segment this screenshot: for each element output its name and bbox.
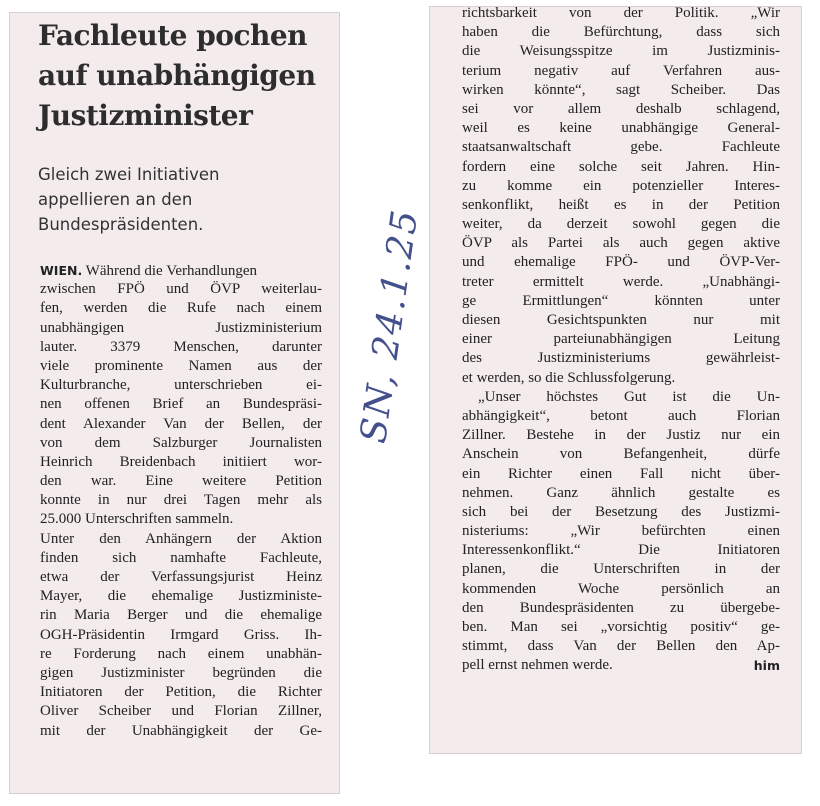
article-headline [38, 16, 328, 136]
body-line [462, 234, 780, 253]
subheadline-line: Gleich zwei Initiativen [38, 165, 220, 184]
body-line [462, 62, 780, 81]
body-line-text: weil es keine unabhängige General- [462, 120, 780, 137]
body-line [462, 484, 780, 503]
body-line [462, 292, 780, 311]
body-line [40, 261, 322, 280]
handwritten-date-note [323, 185, 427, 455]
body-line-text: gigen Justizminister begründen die [40, 664, 322, 681]
body-line [40, 395, 322, 414]
body-line [462, 330, 780, 349]
body-line-text: mit der Unabhängigkeit der Ge- [40, 722, 322, 739]
body-line [40, 415, 322, 434]
body-line-text: diesen Gesichtspunkten nur mit [462, 312, 780, 328]
body-line-text: ÖVP als Partei als auch gegen aktive [462, 235, 780, 252]
dateline: WIEN. [40, 263, 83, 278]
body-line-text: Initiatoren der Petition, die Richter [40, 684, 322, 701]
body-line [462, 637, 780, 656]
body-line-text: weiter, da derzeit sowohl gegen die [462, 216, 780, 233]
body-line-text: senkonflikt, heißt es in der Petition [462, 196, 780, 213]
body-line-text: Unter den Anhängern der Aktion [40, 530, 322, 547]
body-line-text: kommenden Woche persönlich an [462, 580, 780, 597]
body-line-text: einer parteiunabhängigen Leitung [462, 331, 780, 348]
body-line [40, 702, 322, 721]
body-line-text: und ehemalige FPÖ- und ÖVP-Ver- [462, 254, 780, 271]
body-line-text: zwischen FPÖ und ÖVP weiterlau- [40, 281, 322, 298]
body-line-text: lauter. 3379 Menschen, darunter [40, 338, 322, 355]
body-line-text: etwa der Verfassungsjurist Heinz [40, 569, 322, 585]
body-line-text: ein Richter einen Fall nicht über- [462, 465, 780, 482]
body-line [40, 472, 322, 491]
body-line [462, 388, 780, 407]
body-line-text: zu komme ein potenzieller Interes- [462, 177, 780, 194]
body-line-text: die Weisungsspitze im Justizminis- [462, 43, 780, 60]
body-line-text: den Bundespräsidenten zu übergebe- [462, 599, 780, 616]
body-line [40, 376, 322, 395]
body-line [40, 280, 322, 299]
body-line-text: Zillner. Bestehe in der Justiz nur ein [462, 427, 780, 444]
body-line [462, 158, 780, 177]
article-body-right-column [462, 4, 780, 676]
body-line [462, 177, 780, 196]
body-line-text: nisteriums: „Wir befürchten einen [462, 523, 780, 540]
body-line [40, 357, 322, 376]
body-line-text: staatsanwaltschaft gebe. Fachleute [462, 139, 780, 156]
body-line [462, 599, 780, 618]
body-line [40, 664, 322, 683]
body-line [40, 530, 322, 549]
body-line-text: OGH-Präsidentin Irmgard Griss. Ih- [40, 626, 322, 643]
body-line-text: ge Ermittlungen“ könnten unter [462, 292, 780, 309]
body-line [462, 369, 780, 388]
body-line [462, 311, 780, 330]
body-line-text: viele prominente Namen aus der [40, 357, 322, 374]
body-line [40, 645, 322, 664]
body-line [462, 465, 780, 484]
body-line-text: Interessenkonflikt.“ Die Initiatoren [462, 542, 780, 559]
body-line [462, 580, 780, 599]
subheadline-line: appellieren an den [38, 190, 193, 209]
body-line [462, 138, 780, 157]
body-line-text: Kulturbranche, unterschrieben ei- [40, 377, 322, 394]
body-line [462, 23, 780, 42]
body-line [462, 215, 780, 234]
body-line-text: richtsbarkeit von der Politik. „Wir [462, 5, 780, 21]
body-line [462, 503, 780, 522]
body-line-text: fen, werden die Rufe nach einem [40, 300, 322, 317]
body-line [40, 453, 322, 472]
body-line-text: fordern eine solche seit Jahren. Hin- [462, 158, 780, 175]
body-line-text: nen offenen Brief an Bundespräsi- [40, 396, 322, 413]
body-line-text: treter ermittelt werde. „Unabhängi- [462, 273, 780, 290]
body-line-text: Oliver Scheiber und Florian Zillner, [40, 703, 322, 720]
body-line [462, 407, 780, 426]
body-line-text: von dem Salzburger Journalisten [40, 434, 322, 451]
body-line-text: konnte in nur drei Tagen mehr als [40, 492, 322, 509]
body-line [462, 445, 780, 464]
subheadline-line: Bundespräsidenten. [38, 215, 204, 234]
body-line-text: re Forderung nach einem unabhän- [40, 645, 322, 662]
body-line-text: sich bei der Besetzung des Justizmi- [462, 503, 780, 520]
body-line [40, 683, 322, 702]
article-subheadline [38, 162, 328, 237]
body-line [462, 253, 780, 272]
body-line [462, 349, 780, 368]
body-line [462, 426, 780, 445]
body-line [462, 42, 780, 61]
body-line-text: dent Alexander Van der Bellen, der [40, 415, 322, 432]
body-line [40, 319, 322, 338]
body-line [40, 510, 322, 529]
body-line [40, 587, 322, 606]
body-line [462, 522, 780, 541]
body-line-text: wirken könnte“, sagt Scheiber. Das [462, 81, 780, 98]
body-line-text: den war. Eine weitere Petition [40, 473, 322, 490]
body-line [40, 626, 322, 645]
body-line [40, 338, 322, 357]
body-line [462, 541, 780, 560]
body-line-text: abhängigkeit“, betont auch Florian [462, 407, 780, 424]
body-line-text: planen, die Unterschriften in der [462, 561, 780, 578]
body-line [40, 491, 322, 510]
body-line-text: stimmt, dass Van der Bellen den Ap- [462, 638, 780, 655]
body-line [462, 100, 780, 119]
article-body-left-column [40, 261, 322, 741]
body-line-text: Heinrich Breidenbach initiiert wor- [40, 453, 322, 470]
body-line [40, 299, 322, 318]
body-line [462, 196, 780, 215]
body-line-text: Während die Verhandlungen [85, 263, 257, 279]
body-line [462, 273, 780, 292]
body-line-text: finden sich namhafte Fachleute, [40, 549, 322, 566]
body-line-text: terium negativ auf Verfahren aus- [462, 62, 780, 79]
body-line-text: pell ernst nehmen werde. [462, 657, 613, 674]
body-line-text: nehmen. Ganz ähnlich gestalte es [462, 484, 780, 501]
body-line [462, 4, 780, 23]
body-line [40, 568, 322, 587]
body-line-text: rin Maria Berger und die ehemalige [40, 607, 322, 624]
headline-line: auf unabhängigen [38, 59, 316, 92]
headline-line: Justizminister [38, 99, 253, 132]
headline-line: Fachleute pochen [38, 19, 308, 52]
body-line [462, 560, 780, 579]
body-line [462, 119, 780, 138]
handwritten-date-text: SN, 24.1.25 [353, 206, 427, 446]
body-line-text: Anschein von Befangenheit, dürfe [462, 446, 780, 463]
body-line-text: Mayer, die ehemalige Justizministe- [40, 588, 322, 605]
body-line [40, 606, 322, 625]
body-line [40, 722, 322, 741]
body-line-text: haben die Befürchtung, dass sich [462, 24, 780, 41]
body-line-text: 25.000 Unterschriften sammeln. [40, 511, 234, 528]
body-line-text: sei vor allem deshalb schlagend, [462, 100, 780, 117]
body-line [462, 81, 780, 100]
body-line-text: „Unser höchstes Gut ist die Un- [478, 388, 780, 405]
body-line-text: unabhängigen Justizministerium [40, 319, 322, 336]
author-signature: him [753, 658, 780, 674]
body-line [462, 618, 780, 637]
body-line [462, 656, 780, 675]
body-line-text: des Justizministeriums gewährleist- [462, 350, 780, 367]
body-line [40, 434, 322, 453]
body-line-text: et werden, so die Schlussfolgerung. [462, 369, 676, 386]
body-line-text: ben. Man sei „vorsichtig positiv“ ge- [462, 619, 780, 635]
body-line [40, 549, 322, 568]
